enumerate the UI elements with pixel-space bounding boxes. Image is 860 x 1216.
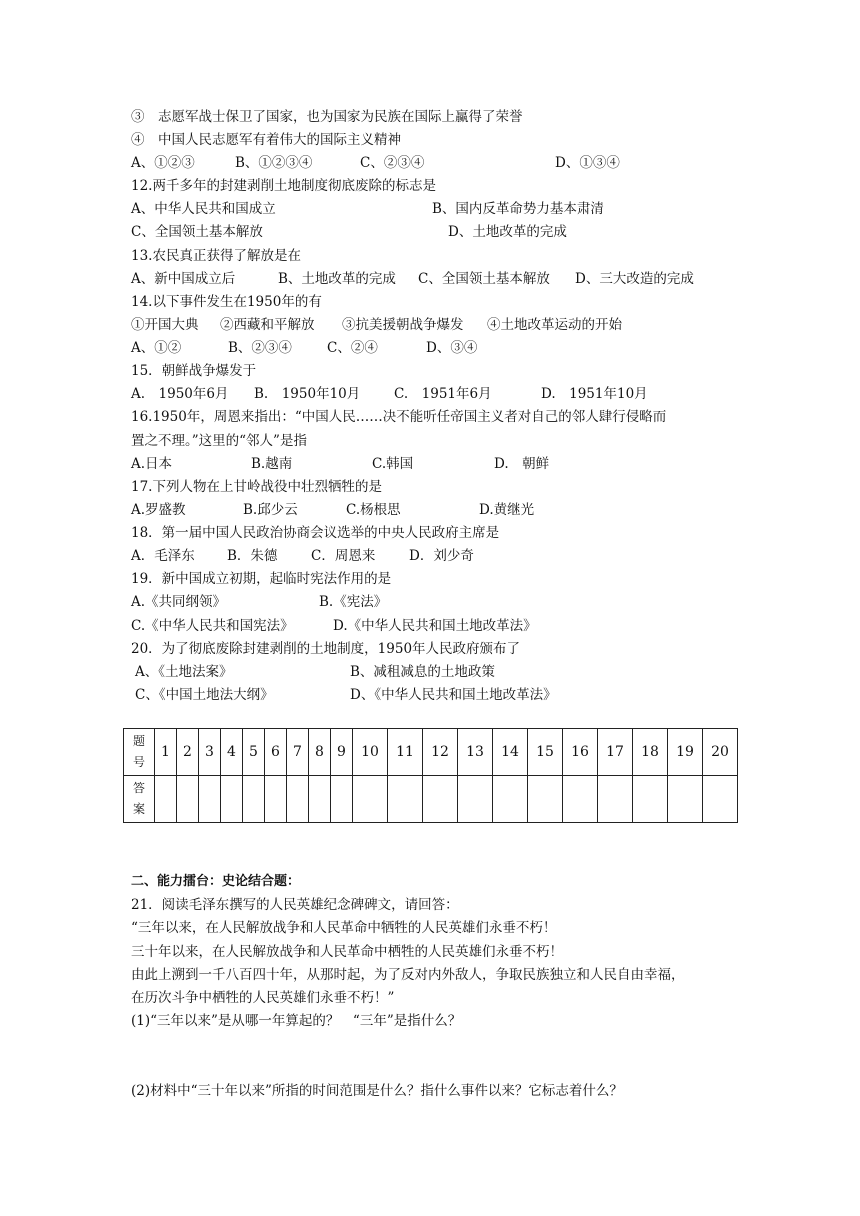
- choice-d: D、《中华人民共和国土地改革法》: [350, 687, 557, 703]
- choice-a: A. 1950年6月: [131, 386, 229, 402]
- choice-b: B、②③④: [228, 340, 292, 356]
- choice-b: B、土地改革的完成: [278, 271, 396, 287]
- choice-a: A.罗盛教: [131, 502, 186, 518]
- item-1: ①开国大典: [131, 317, 199, 333]
- quote-line-4: 在历次斗争中栖牲的人民英雄们永垂不朽！”: [131, 990, 395, 1006]
- option-line-3: ③ 志愿军战士保卫了国家，也为国家为民族在国际上赢得了荣誉: [131, 109, 523, 125]
- number-cell: 18: [633, 729, 668, 776]
- table-row-answers: [124, 776, 738, 823]
- number-cell: 14: [493, 729, 528, 776]
- choice-a: A、《土地法案》: [135, 664, 233, 680]
- number-cell: 6: [265, 729, 287, 776]
- q20-stem: 20．为了彻底废除封建剥削的土地制度，1950年人民政府颁布了: [131, 641, 521, 657]
- number-cell: 2: [177, 729, 199, 776]
- choice-c: C、全国领土基本解放: [418, 271, 550, 287]
- number-cell: 12: [423, 729, 458, 776]
- answer-cell[interactable]: [243, 776, 265, 823]
- choice-d: D．刘少奇: [409, 548, 474, 564]
- choice-a: A.《共同纲领》: [131, 594, 227, 610]
- sub-question-1: (1)“三年以来”是从哪一年算起的？ “三年”是指什么？: [131, 1013, 462, 1029]
- choice-b: B.邱少云: [243, 502, 298, 518]
- number-cell: 11: [388, 729, 423, 776]
- q12-stem: 12.两千多年的封建剥削土地制度彻底废除的标志是: [131, 178, 436, 194]
- choice-d: D、三大改造的完成: [575, 271, 694, 287]
- choice-b: B、①②③④: [235, 155, 313, 171]
- answer-cell[interactable]: [493, 776, 528, 823]
- section-title: 二、能力擂台：史论结合题：: [131, 874, 301, 889]
- choice-c: C、②③④: [360, 155, 425, 171]
- choice-d: D、③④: [426, 340, 478, 356]
- number-cell: 16: [563, 729, 598, 776]
- item-4: ④土地改革运动的开始: [487, 317, 622, 333]
- number-cell: 19: [668, 729, 703, 776]
- number-cell: 3: [199, 729, 221, 776]
- q21-stem: 21．阅读毛泽东撰写的人民英雄纪念碑碑文，请回答：: [131, 897, 459, 913]
- choice-a: A、①②③: [131, 155, 195, 171]
- choice-c: C.《中华人民共和国宪法》: [131, 618, 294, 634]
- choice-b: B．朱德: [227, 548, 278, 564]
- answer-cell[interactable]: [528, 776, 563, 823]
- header-char: 案: [132, 802, 145, 816]
- number-cell: 20: [703, 729, 738, 776]
- choice-c: C．周恩来: [311, 548, 376, 564]
- choice-a: A．毛泽东: [131, 548, 195, 564]
- quote-line-3: 由此上溯到一千八百四十年，从那时起，为了反对内外敌人，争取民族独立和人民自由幸福，: [131, 967, 685, 983]
- answer-cell[interactable]: [458, 776, 493, 823]
- choice-b: B.《宪法》: [319, 594, 388, 610]
- quote-line-2: 三十年以来，在人民解放战争和人民革命中栖牲的人民英雄们永垂不朽！: [131, 944, 563, 960]
- choice-a: A.日本: [131, 456, 173, 472]
- choice-a: A、新中国成立后: [131, 271, 236, 287]
- number-cell: 5: [243, 729, 265, 776]
- number-cell: 10: [353, 729, 388, 776]
- number-cell: 17: [598, 729, 633, 776]
- answer-cell[interactable]: [331, 776, 353, 823]
- choice-c: C.杨根思: [346, 502, 401, 518]
- choice-c: C.韩国: [372, 456, 414, 472]
- choice-b: B、国内反革命势力基本肃清: [432, 201, 604, 217]
- answer-cell[interactable]: [353, 776, 388, 823]
- choice-b: B、减租减息的土地政策: [350, 664, 495, 680]
- choice-c: C、《中国土地法大纲》: [135, 687, 274, 703]
- answer-cell[interactable]: [177, 776, 199, 823]
- answer-cell[interactable]: [221, 776, 243, 823]
- q16-stem-line1: 16.1950年，周恩来指出：“中国人民……决不能听任帝国主义者对自己的邻人肆行侵略而: [131, 409, 667, 425]
- q18-stem: 18．第一届中国人民政治协商会议选举的中央人民政府主席是: [131, 525, 500, 541]
- choice-c: C、②④: [327, 340, 378, 356]
- header-char: 号: [132, 755, 145, 769]
- quote-line-1: “三年以来，在人民解放战争和人民革命中牺牲的人民英雄们永垂不朽！: [131, 920, 557, 936]
- header-char: 答: [132, 781, 145, 795]
- row-header-answer: [124, 776, 155, 823]
- q19-stem: 19．新中国成立初期，起临时宪法作用的是: [131, 571, 392, 587]
- answer-cell[interactable]: [598, 776, 633, 823]
- answer-cell[interactable]: [199, 776, 221, 823]
- choice-d: D. 朝鲜: [494, 456, 550, 472]
- q13-stem: 13.农民真正获得了解放是在: [131, 248, 301, 264]
- choice-d: D. 1951年10月: [541, 386, 648, 402]
- number-cell: 1: [155, 729, 177, 776]
- choice-d: D.黄继光: [479, 502, 535, 518]
- answer-cell[interactable]: [563, 776, 598, 823]
- q16-stem-line2: 置之不理。”这里的“邻人”是指: [131, 433, 307, 449]
- number-cell: 4: [221, 729, 243, 776]
- choice-b: B. 1950年10月: [254, 386, 361, 402]
- answer-cell[interactable]: [309, 776, 331, 823]
- choice-c: C. 1951年6月: [394, 386, 492, 402]
- table-row-numbers: [124, 729, 738, 776]
- choice-c: C、全国领土基本解放: [131, 224, 263, 240]
- sub-question-2: (2)材料中“三十年以来”所指的时间范围是什么？指什么事件以来？它标志着什么？: [131, 1083, 623, 1099]
- q14-stem: 14.以下事件发生在1950年的有: [131, 294, 322, 310]
- choice-d: D.《中华人民共和国土地改革法》: [333, 618, 537, 634]
- choice-b: B.越南: [251, 456, 293, 472]
- choice-d: D、①③④: [555, 155, 620, 171]
- answer-cell[interactable]: [265, 776, 287, 823]
- answer-cell[interactable]: [423, 776, 458, 823]
- header-char: 题: [132, 734, 145, 748]
- answer-cell[interactable]: [668, 776, 703, 823]
- number-cell: 13: [458, 729, 493, 776]
- answer-cell[interactable]: [633, 776, 668, 823]
- answer-cell[interactable]: [703, 776, 738, 823]
- answer-cell[interactable]: [388, 776, 423, 823]
- item-2: ②西藏和平解放: [220, 317, 315, 333]
- q15-stem: 15．朝鲜战争爆发于: [131, 363, 257, 379]
- option-line-4: ④ 中国人民志愿军有着伟大的国际主义精神: [131, 132, 401, 148]
- answer-table: [123, 728, 738, 823]
- number-cell: 8: [309, 729, 331, 776]
- choice-a: A、中华人民共和国成立: [131, 201, 276, 217]
- item-3: ③抗美援朝战争爆发: [342, 317, 464, 333]
- answer-cell[interactable]: [155, 776, 177, 823]
- answer-cell[interactable]: [287, 776, 309, 823]
- choice-d: D、土地改革的完成: [448, 224, 567, 240]
- choice-a: A、①②: [131, 340, 182, 356]
- number-cell: 7: [287, 729, 309, 776]
- row-header-number: [124, 729, 155, 776]
- q17-stem: 17.下列人物在上甘岭战役中壮烈牺牲的是: [131, 479, 382, 495]
- number-cell: 9: [331, 729, 353, 776]
- number-cell: 15: [528, 729, 563, 776]
